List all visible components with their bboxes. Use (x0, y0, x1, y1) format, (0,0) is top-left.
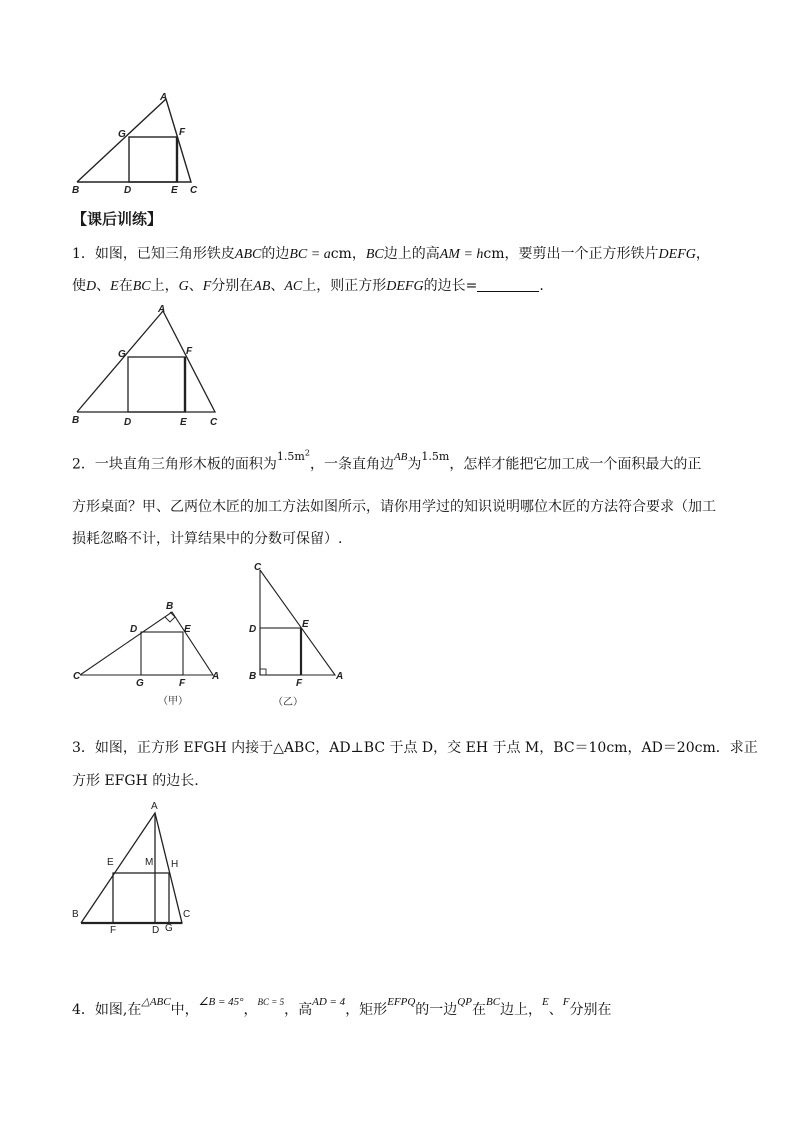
label-D: D (152, 925, 160, 935)
q4-line1: 4．如图,在$^{\triangle ABC}$中，$^{\angle B = 45^\circ}$，$^{BC = 5}$，高$^{AD = 4}$，矩形$^{EFPQ}$的一边$^{QP}$在$^{BC}$边上，$^E$、$^F$分别在 (72, 996, 612, 1018)
q2-line3: 损耗忽略不计，计算结果中的分数可保留）. (72, 531, 343, 547)
label-D: D (130, 624, 138, 635)
answer-blank (477, 277, 539, 292)
label-C: C (183, 909, 191, 920)
q3-line1: 3．如图，正方形 EFGH 内接于△ABC，AD⊥BC 于点 D，交 EH 于点 M，BC＝10cm，AD＝20cm．求正 (72, 740, 758, 756)
label-B: B (166, 601, 174, 612)
q3-line2: 方形 EFGH 的边长. (72, 773, 199, 789)
figure-q2-jia (70, 598, 235, 710)
label-F: F (179, 127, 186, 138)
label-G: G (136, 678, 144, 689)
q1-line1: 1．如图，已知三角形铁皮ABC的边BC = acm，BC边上的高AM = hcm，要剪出一个正方形铁片DEFG， (72, 246, 710, 262)
label-D: D (124, 185, 132, 195)
label-E: E (302, 619, 309, 630)
q2-line2: 方形桌面？甲、乙两位木匠的加工方法如图所示，请你用学过的知识说明哪位木匠的方法符合要求（加工 (72, 499, 716, 515)
label-A: A (158, 304, 166, 315)
q1-line2: 使D、E在BC上，G、F分别在AB、AC上，则正方形DEFG的边长= . (72, 278, 544, 294)
label-C: C (210, 417, 218, 428)
label-E: E (180, 417, 187, 428)
label-D: D (124, 417, 132, 428)
label-G: G (165, 923, 173, 934)
caption-jia: （甲） (158, 696, 188, 707)
label-E: E (107, 857, 114, 868)
label-A: A (336, 671, 344, 682)
label-B: B (72, 909, 79, 920)
label-G: G (118, 349, 126, 360)
label-F: F (179, 678, 186, 689)
label-M: M (145, 857, 154, 868)
label-C: C (73, 671, 81, 682)
label-H: H (171, 859, 179, 870)
label-B: B (72, 185, 80, 195)
label-C: C (190, 185, 198, 195)
label-D: D (249, 624, 257, 635)
label-B: B (72, 415, 80, 426)
caption-yi: （乙） (273, 697, 303, 708)
q2-line1: 2．一块直角三角形木板的面积为$^{1.5m^2}$，一条直角边$^{AB}$为$^{1.5m}$，怎样才能把它加工成一个面积最大的正 (72, 448, 702, 473)
label-G: G (118, 129, 126, 140)
figure-triangle-square-top (70, 90, 210, 195)
figure-q3-triangle (70, 795, 200, 935)
label-F: F (296, 678, 303, 689)
label-E: E (184, 624, 191, 635)
label-C: C (254, 562, 262, 573)
label-E: E (171, 185, 178, 195)
label-B: B (249, 671, 257, 682)
figure-q1-triangle (70, 302, 230, 430)
label-F: F (186, 346, 193, 357)
label-A: A (151, 801, 158, 812)
label-F: F (110, 925, 117, 935)
label-A: A (160, 92, 168, 103)
section-title: 【课后训练】 (72, 210, 163, 228)
label-A: A (212, 671, 220, 682)
figure-q2-yi (245, 560, 355, 710)
